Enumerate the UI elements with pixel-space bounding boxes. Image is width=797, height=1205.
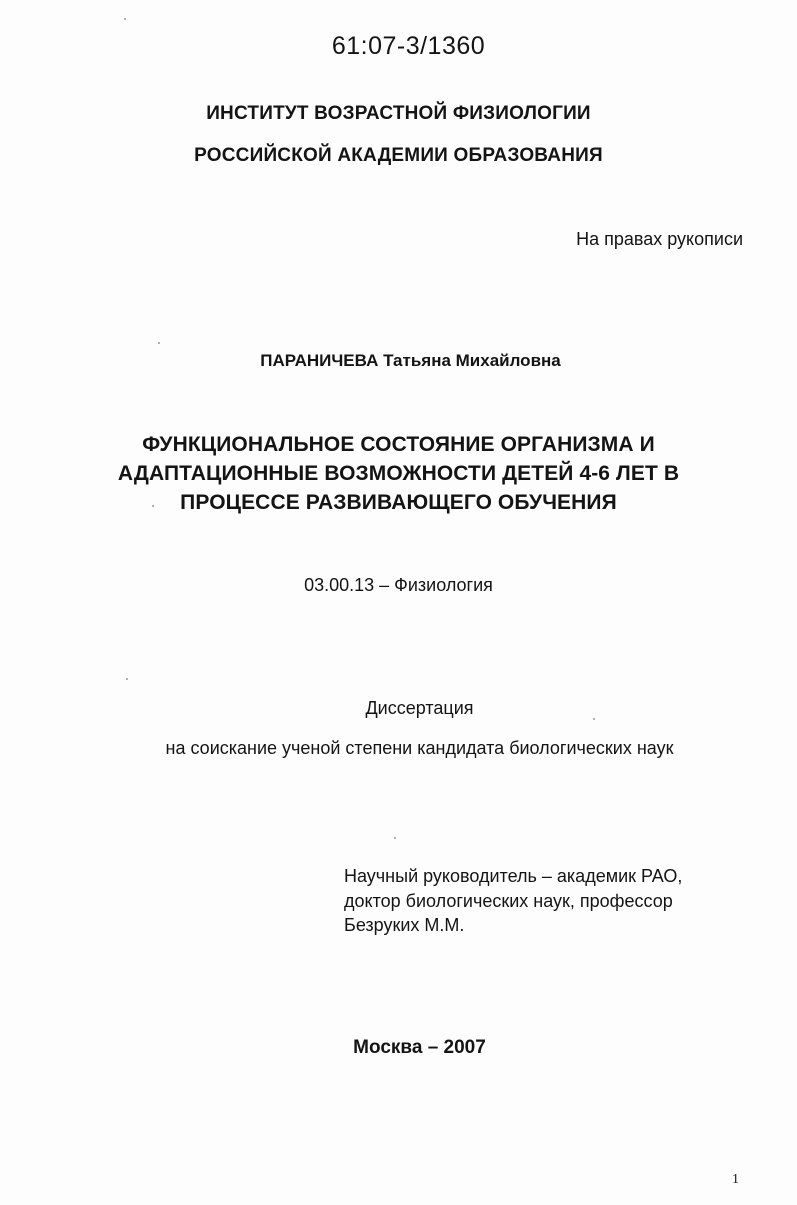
page-number: 1 <box>732 1172 739 1187</box>
scan-speck <box>124 18 126 20</box>
author-name: ПАРАНИЧЕВА Татьяна Михайловна <box>260 351 561 370</box>
work-type: Диссертация <box>365 698 474 718</box>
supervisor-line: Безруких М.М. <box>344 915 465 935</box>
scan-speck <box>152 505 154 507</box>
scan-speck <box>158 342 160 344</box>
supervisor-line: Научный руководитель – академик РАО, <box>344 866 683 886</box>
title-line: ФУНКЦИОНАЛЬНОЕ СОСТОЯНИЕ ОРГАНИЗМА И <box>142 433 655 456</box>
institute-name-line-2: РОССИЙСКОЙ АКАДЕМИИ ОБРАЗОВАНИЯ <box>194 145 603 166</box>
specialty-code: 03.00.13 – Физиология <box>304 575 493 595</box>
scan-speck <box>593 718 595 720</box>
dissertation-title <box>0 430 797 517</box>
institute-name-line-1: ИНСТИТУТ ВОЗРАСТНОЙ ФИЗИОЛОГИИ <box>206 103 591 124</box>
supervisor-block <box>344 864 682 938</box>
scan-speck <box>394 837 396 839</box>
supervisor-line: доктор биологических наук, профессор <box>344 890 673 911</box>
manuscript-rights-note: На правах рукописи <box>576 229 743 249</box>
registration-number: 61:07-3/1360 <box>331 32 486 60</box>
scan-speck <box>126 678 128 680</box>
city-year: Москва – 2007 <box>353 1037 486 1058</box>
title-line: ПРОЦЕССЕ РАЗВИВАЮЩЕГО ОБУЧЕНИЯ <box>180 491 617 514</box>
degree-statement: на соискание ученой степени кандидата биологических наук <box>165 738 674 758</box>
title-line: АДАПТАЦИОННЫЕ ВОЗМОЖНОСТИ ДЕТЕЙ 4-6 ЛЕТ В <box>117 462 680 485</box>
